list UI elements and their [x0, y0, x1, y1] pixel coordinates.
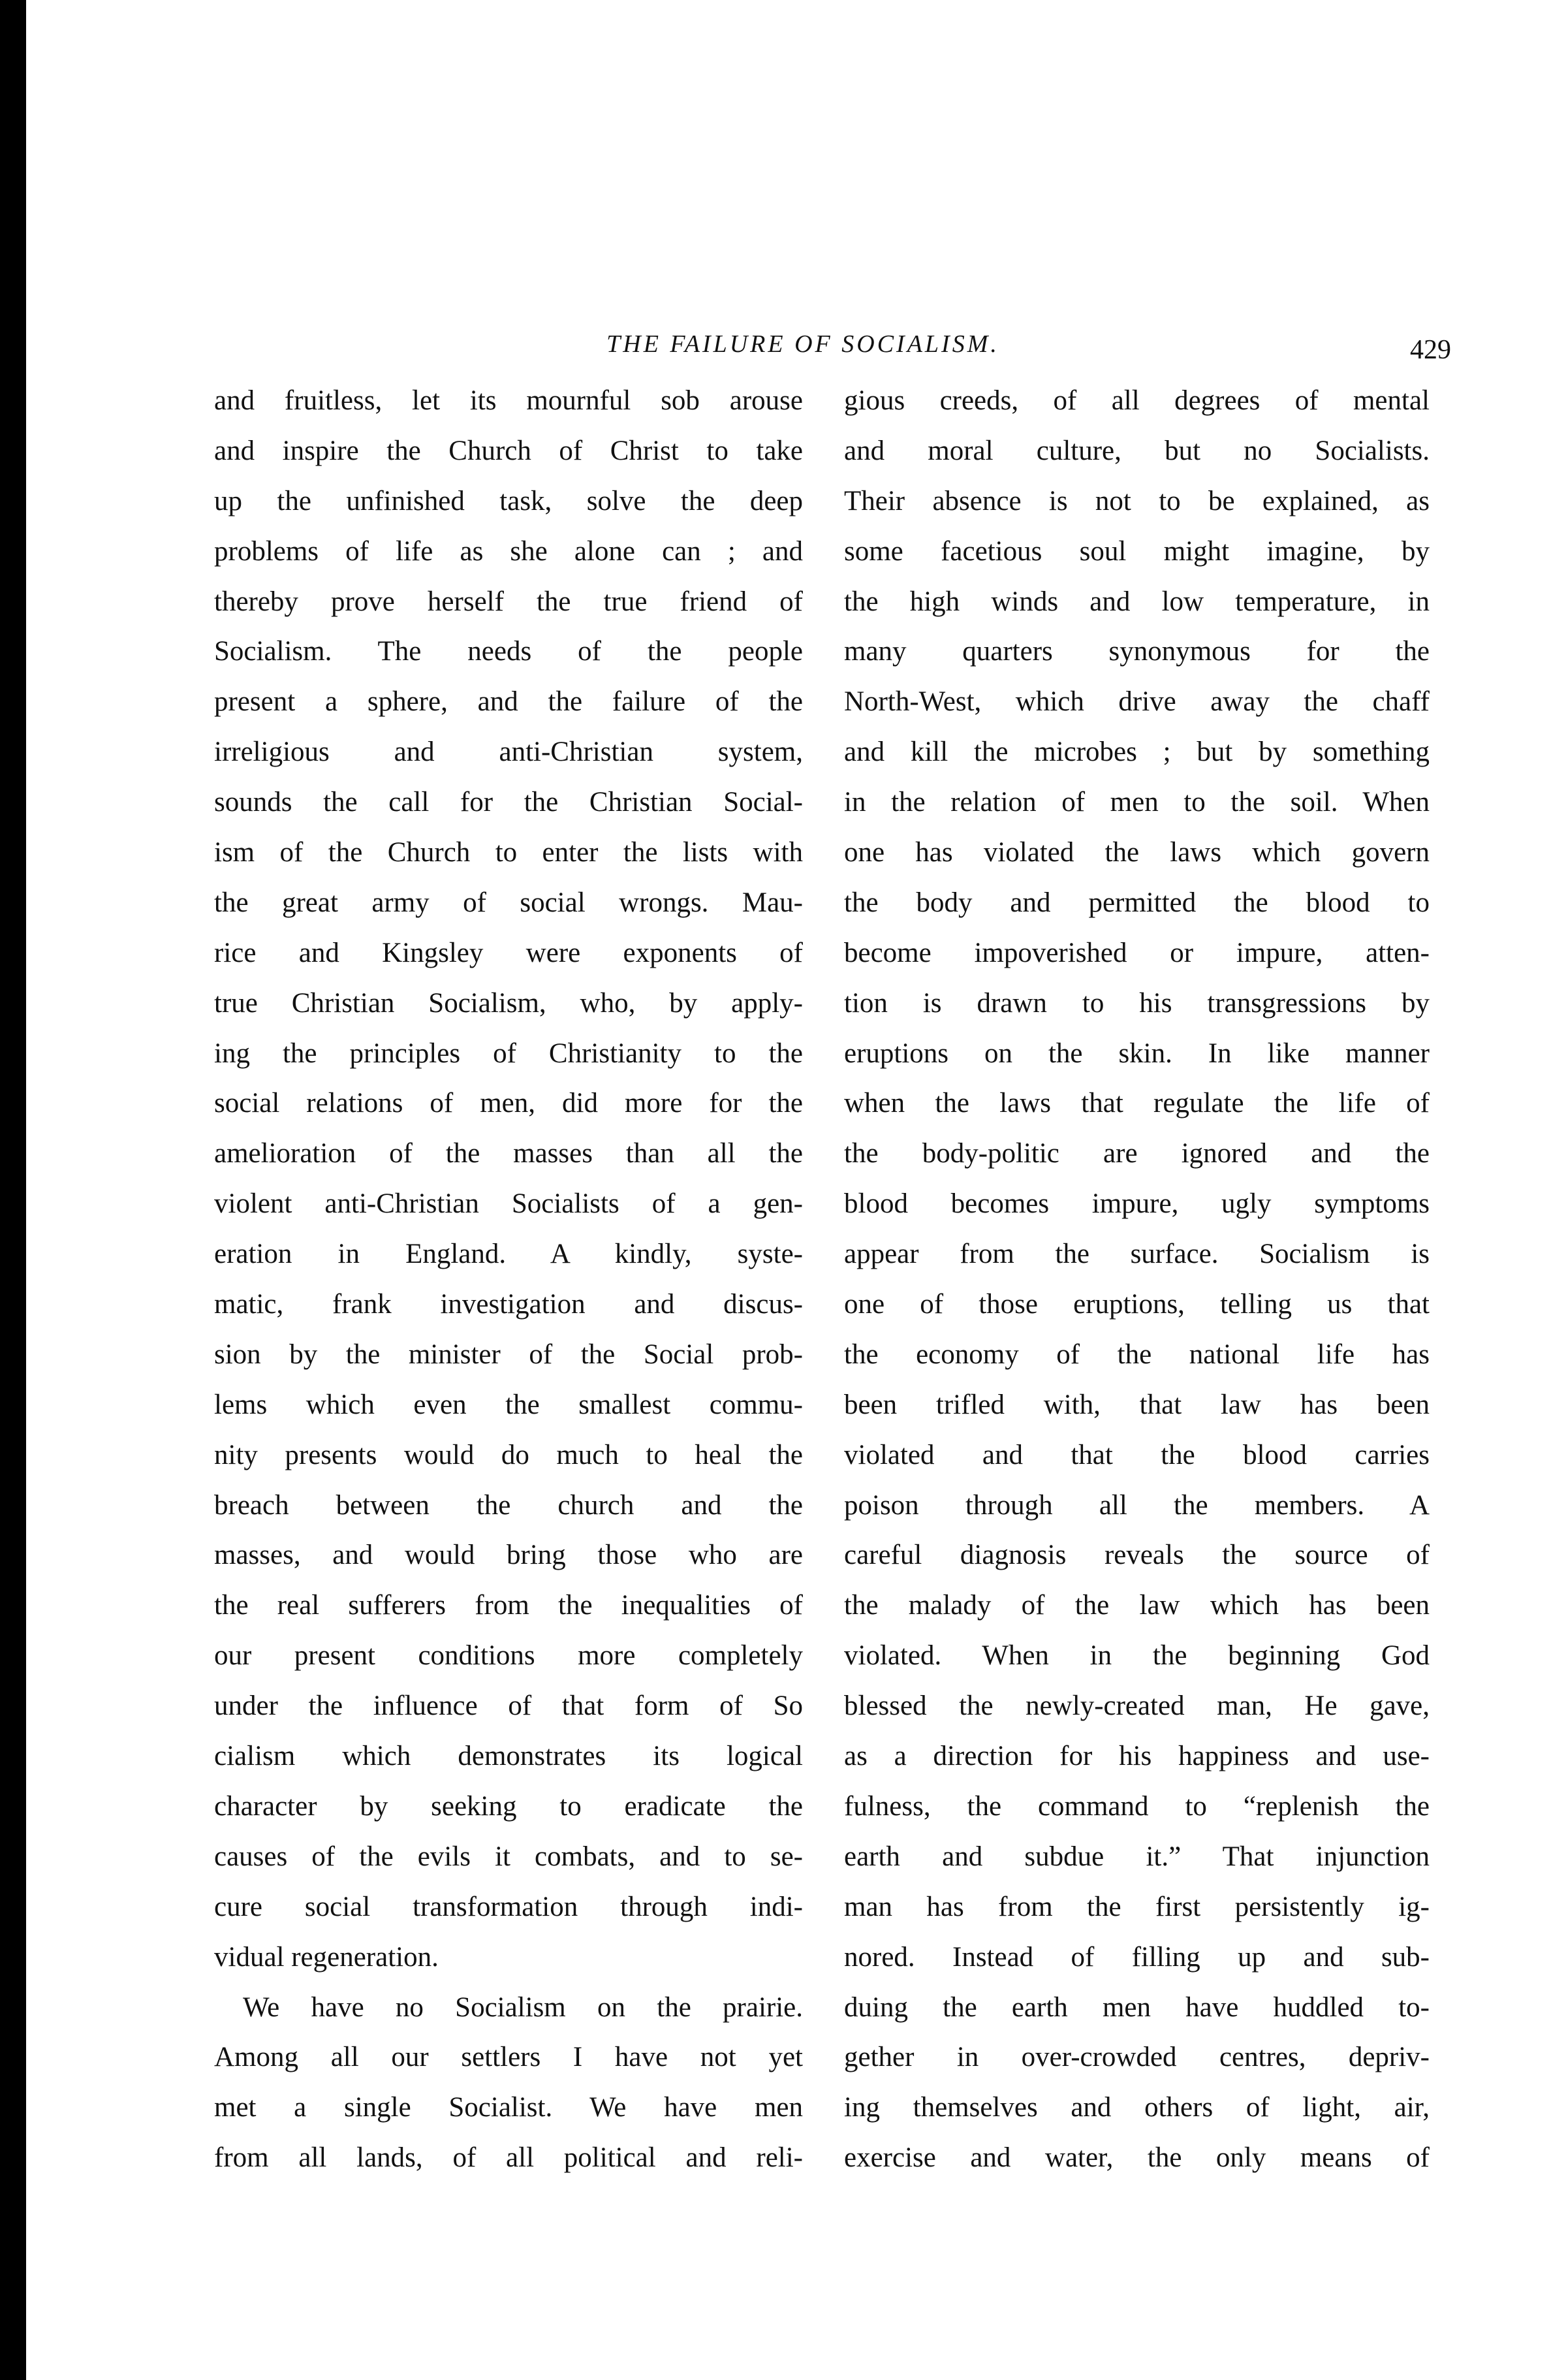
text-line: cialism which demonstrates its logical — [214, 1741, 803, 1772]
text-line: violent anti-Christian Socialists of a gen- — [214, 1188, 803, 1220]
text-line: problems of life as she alone can ; and — [214, 535, 803, 567]
text-line: North-West, which drive away the chaff — [844, 686, 1430, 718]
text-line: lems which even the smallest commu- — [214, 1389, 803, 1420]
text-line: Among all our settlers I have not yet — [214, 2042, 803, 2073]
text-line: gether in over-crowded centres, depriv- — [844, 2042, 1430, 2073]
text-line: the great army of social wrongs. Mau- — [214, 887, 803, 918]
text-line: causes of the evils it combats, and to se- — [214, 1841, 803, 1872]
text-line: eration in England. A kindly, syste- — [214, 1239, 803, 1270]
text-line: social relations of men, did more for the — [214, 1088, 803, 1119]
text-line: true Christian Socialism, who, by apply- — [214, 987, 803, 1019]
text-line: met a single Socialist. We have men — [214, 2092, 803, 2123]
text-line: nity presents would do much to heal the — [214, 1439, 803, 1470]
text-line: fulness, the command to “replenish the — [844, 1790, 1430, 1822]
text-line: up the unfinished task, solve the deep — [214, 485, 803, 516]
text-line: masses, and would bring those who are — [214, 1540, 803, 1571]
text-line: amelioration of the masses than all the — [214, 1138, 803, 1169]
text-line: Their absence is not to be explained, as — [844, 485, 1430, 516]
text-line: irreligious and anti-Christian system, — [214, 737, 803, 768]
text-line: been trifled with, that law has been — [844, 1389, 1430, 1420]
page-number: 429 — [1410, 335, 1451, 365]
text-line: earth and subdue it.” That injunction — [844, 1841, 1430, 1872]
text-line: vidual regeneration. — [214, 1941, 439, 1973]
text-line: in the relation of men to the soil. When — [844, 787, 1430, 818]
text-line: blood becomes impure, ugly symptoms — [844, 1188, 1430, 1220]
text-line: tion is drawn to his transgressions by — [844, 987, 1430, 1019]
text-line: as a direction for his happiness and use- — [844, 1741, 1430, 1772]
text-line: man has from the first persistently ig- — [844, 1891, 1430, 1922]
text-line: breach between the church and the — [214, 1489, 803, 1521]
text-line: and kill the microbes ; but by something — [844, 737, 1430, 768]
text-line: some facetious soul might imagine, by — [844, 535, 1430, 567]
text-line: and fruitless, let its mournful sob arouse — [214, 385, 803, 416]
text-line: when the laws that regulate the life of — [844, 1088, 1430, 1119]
running-title: THE FAILURE OF SOCIALISM. — [606, 330, 999, 358]
text-line: many quarters synonymous for the — [844, 636, 1430, 667]
text-line: blessed the newly-created man, He gave, — [844, 1690, 1430, 1722]
text-line: careful diagnosis reveals the source of — [844, 1540, 1430, 1571]
text-line: rice and Kingsley were exponents of — [214, 937, 803, 968]
text-line: violated and that the blood carries — [844, 1439, 1430, 1470]
text-line: the malady of the law which has been — [844, 1590, 1430, 1621]
text-line: cure social transformation through indi- — [214, 1891, 803, 1922]
left-column — [214, 384, 803, 2191]
text-line: the economy of the national life has — [844, 1339, 1430, 1370]
text-line: appear from the surface. Socialism is — [844, 1239, 1430, 1270]
text-line: become impoverished or impure, atten- — [844, 937, 1430, 968]
text-line: from all lands, of all political and reli- — [214, 2142, 803, 2174]
right-column — [844, 384, 1430, 2191]
text-line: under the influence of that form of So — [214, 1690, 803, 1722]
text-line: poison through all the members. A — [844, 1489, 1430, 1521]
text-line: thereby prove herself the true friend of — [214, 586, 803, 617]
text-line: our present conditions more completely — [214, 1640, 803, 1672]
text-line: the body and permitted the blood to — [844, 887, 1430, 918]
text-line: We have no Socialism on the prairie. — [243, 1991, 803, 2023]
text-line: sounds the call for the Christian Social- — [214, 787, 803, 818]
text-line: gious creeds, of all degrees of mental — [844, 385, 1430, 416]
page-binding-edge — [0, 0, 26, 2380]
text-line: sion by the minister of the Social prob- — [214, 1339, 803, 1370]
text-line: duing the earth men have huddled to- — [844, 1991, 1430, 2023]
text-line: and moral culture, but no Socialists. — [844, 435, 1430, 466]
text-line: character by seeking to eradicate the — [214, 1790, 803, 1822]
text-line: the real sufferers from the inequalities of — [214, 1590, 803, 1621]
text-line: ing the principles of Christianity to the — [214, 1038, 803, 1069]
text-line: one of those eruptions, telling us that — [844, 1289, 1430, 1320]
text-line: violated. When in the beginning God — [844, 1640, 1430, 1672]
text-line: ism of the Church to enter the lists with — [214, 837, 803, 868]
text-line: matic, frank investigation and discus- — [214, 1289, 803, 1320]
text-line: the high winds and low temperature, in — [844, 586, 1430, 617]
text-line: nored. Instead of filling up and sub- — [844, 1941, 1430, 1973]
text-line: Socialism. The needs of the people — [214, 636, 803, 667]
text-line: eruptions on the skin. In like manner — [844, 1038, 1430, 1069]
text-line: one has violated the laws which govern — [844, 837, 1430, 868]
text-line: the body-politic are ignored and the — [844, 1138, 1430, 1169]
text-line: and inspire the Church of Christ to take — [214, 435, 803, 466]
text-line: exercise and water, the only means of — [844, 2142, 1430, 2174]
text-line: present a sphere, and the failure of the — [214, 686, 803, 718]
text-line: ing themselves and others of light, air, — [844, 2092, 1430, 2123]
